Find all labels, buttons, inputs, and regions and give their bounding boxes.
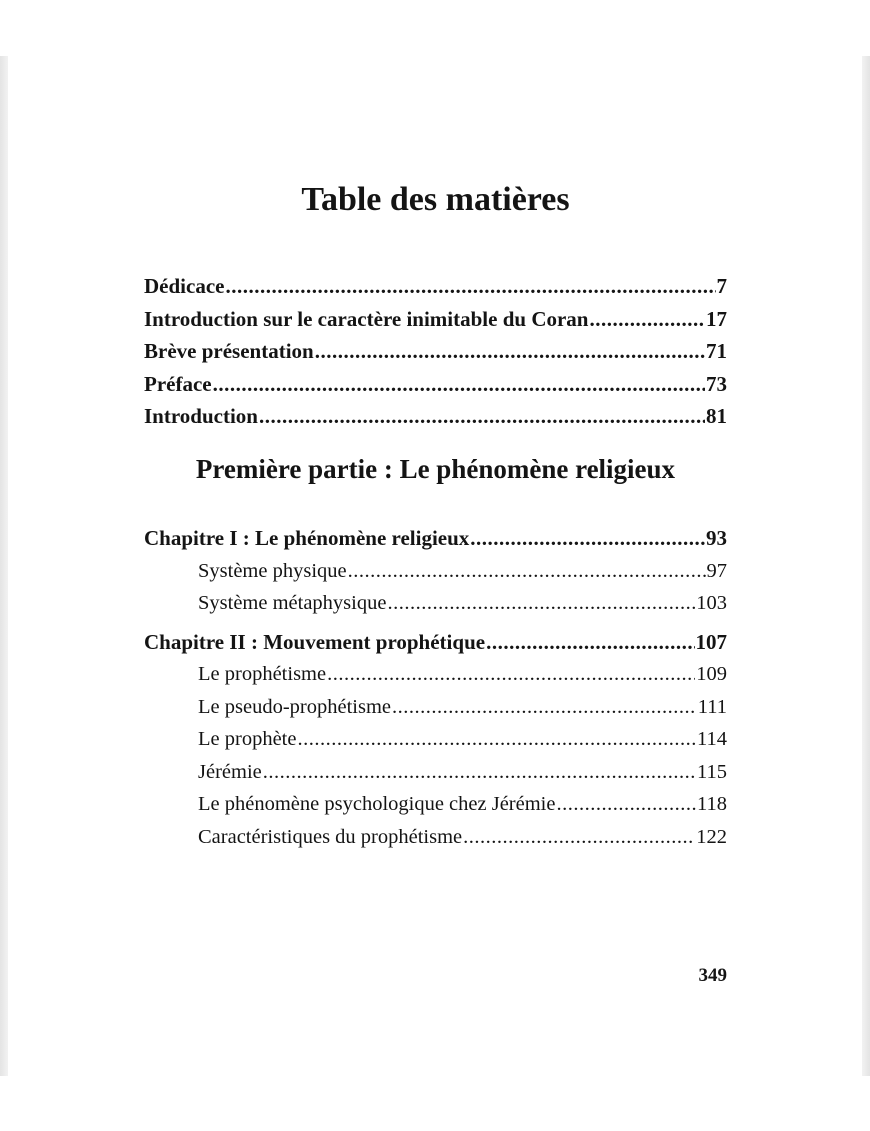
dot-leader: [263, 756, 696, 789]
toc-entry-page: 7: [716, 274, 727, 298]
front-matter-list: [144, 270, 727, 433]
toc-entry-label: Caractéristiques du prophétisme: [198, 825, 463, 848]
dot-leader: [225, 270, 715, 303]
book-page: [144, 0, 727, 1131]
toc-entry-breve-presentation: [144, 335, 727, 368]
dot-leader: [327, 658, 695, 691]
toc-entry-page: 107: [695, 629, 727, 654]
toc-entry-label: Le prophétisme: [198, 663, 327, 685]
dot-leader: [315, 335, 705, 368]
dot-leader: [470, 522, 705, 555]
dot-leader: [348, 555, 706, 588]
toc-entry-introduction-coran: [144, 303, 727, 336]
toc-entry-page: 73: [706, 371, 727, 396]
toc-entry-page: 103: [696, 592, 727, 614]
toc-entry-page: 122: [696, 825, 727, 848]
toc-chapter-2: [144, 626, 727, 659]
dot-leader: [213, 368, 705, 401]
toc-entry-label: Introduction: [144, 404, 258, 428]
toc-entry-dedicace: [144, 270, 727, 303]
dot-leader: [590, 303, 706, 336]
toc-entry-page: 118: [697, 793, 727, 815]
dot-leader: [297, 723, 696, 756]
toc-entry-page: 111: [697, 695, 727, 718]
part-title: Première partie : Le phénomène religieux: [195, 454, 676, 484]
toc-entry-label: Système métaphysique: [198, 592, 387, 614]
dot-leader: [556, 788, 696, 821]
toc-entry-page: 114: [697, 728, 727, 750]
page-edge-right: [862, 56, 870, 1076]
toc-section-jeremie: [144, 756, 727, 789]
toc-entry-label: Le pseudo-prophétisme: [198, 695, 391, 718]
toc-entry-page: 17: [706, 306, 727, 331]
toc-entry-label: Préface: [144, 371, 212, 396]
toc-entry-page: 93: [706, 526, 727, 550]
dot-leader: [486, 626, 694, 659]
dot-leader: [463, 821, 695, 854]
toc-entry-page: 115: [697, 760, 727, 783]
toc-entry-label: Brève présentation: [144, 339, 314, 363]
toc-entry-label: Jérémie: [198, 760, 262, 783]
dot-leader: [259, 400, 705, 433]
toc-chapter-1: [144, 522, 727, 555]
toc-entry-label: Dédicace: [144, 274, 225, 298]
toc-entry-label: Le prophète: [198, 728, 297, 750]
chapter-list: [144, 522, 727, 853]
toc-entry-label: Système physique: [198, 559, 347, 582]
toc-entry-label: Chapitre I : Le phénomène religieux: [144, 526, 470, 550]
dot-leader: [392, 691, 697, 724]
toc-entry-page: 109: [696, 663, 727, 685]
toc-entry-introduction: [144, 400, 727, 433]
page-edge-left: [0, 56, 8, 1076]
toc-section-caracteristiques: [144, 821, 727, 854]
page-title: Table des matières: [301, 181, 570, 218]
toc-entry-page: 81: [706, 404, 727, 428]
toc-section-phenomene-psychologique: [144, 788, 727, 821]
toc-entry-label: Introduction sur le caractère inimitable du Coran: [144, 306, 589, 331]
toc-section-pseudo-prophetisme: [144, 691, 727, 724]
toc-section-prophete: [144, 723, 727, 756]
page-number: 349: [698, 965, 727, 986]
toc-section-systeme-physique: [144, 555, 727, 588]
toc-entry-preface: [144, 368, 727, 401]
toc-section-prophetisme: [144, 658, 727, 691]
toc-entry-page: 71: [706, 339, 727, 363]
dot-leader: [387, 587, 695, 620]
toc-entry-label: Le phénomène psychologique chez Jérémie: [198, 793, 556, 815]
toc-entry-label: Chapitre II : Mouvement prophétique: [144, 629, 486, 654]
toc-section-systeme-metaphysique: [144, 587, 727, 620]
toc-entry-page: 97: [706, 559, 727, 582]
